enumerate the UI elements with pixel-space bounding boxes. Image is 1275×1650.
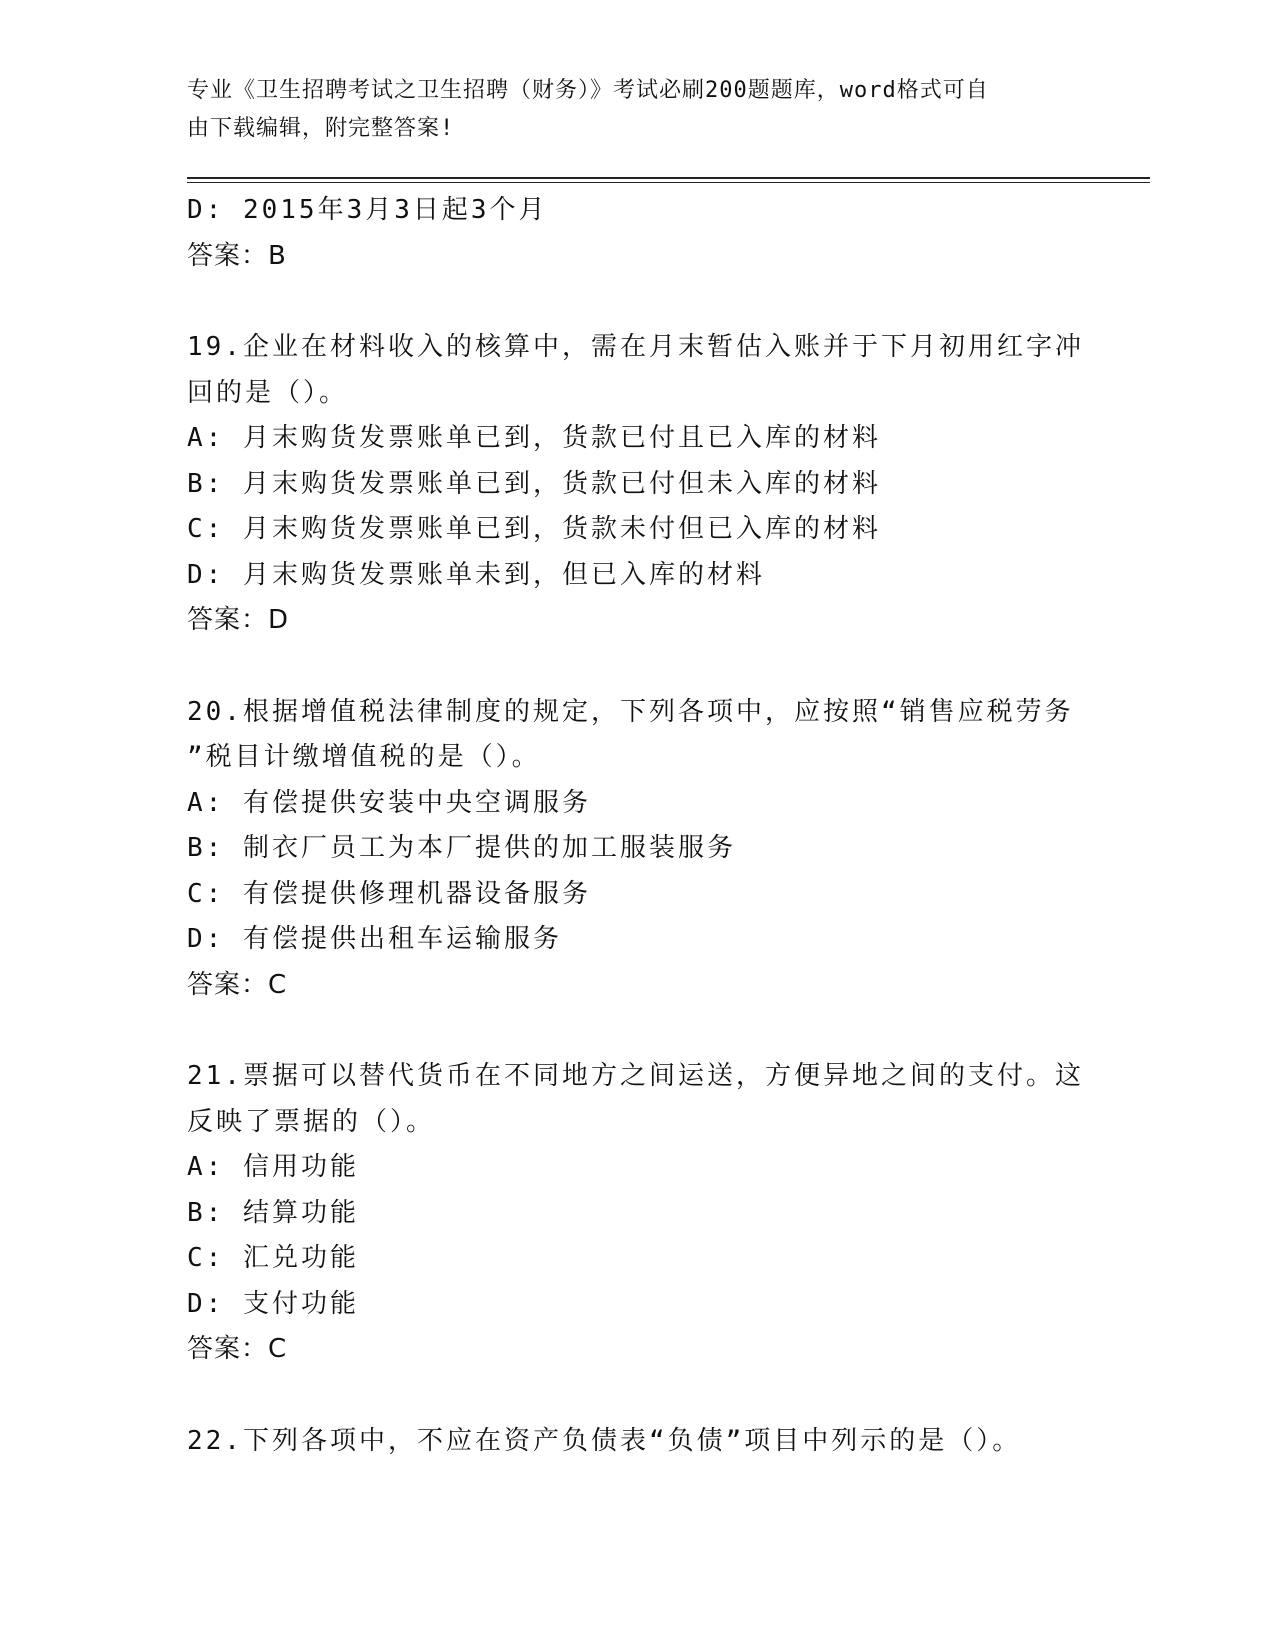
option-c: C: 汇兑功能 bbox=[187, 1243, 359, 1273]
option-a: A: 有偿提供安装中央空调服务 bbox=[187, 787, 591, 818]
answer-line: 答案：B bbox=[187, 240, 287, 271]
option-b: B: 制衣厂员工为本厂提供的加工服装服务 bbox=[187, 833, 736, 863]
question-stem: 19.企业在材料收入的核算中，需在月末暂估入账并于下月初用红字冲 bbox=[187, 332, 1084, 362]
question-21 bbox=[187, 1054, 1087, 1373]
question-19 bbox=[187, 325, 1087, 644]
question-20 bbox=[187, 690, 1087, 1009]
question-22 bbox=[187, 1419, 1087, 1465]
document-header bbox=[187, 72, 1067, 148]
option-d: D: 月末购货发票账单未到，但已入库的材料 bbox=[187, 559, 765, 590]
option-d: D: 支付功能 bbox=[187, 1288, 359, 1319]
answer-line: 答案：D bbox=[187, 605, 290, 635]
answer-line: 答案：C bbox=[187, 1334, 288, 1364]
option-a: A: 月末购货发票账单已到，货款已付且已入库的材料 bbox=[187, 423, 881, 453]
header-line-1: 专业《卫生招聘考试之卫生招聘（财务）》考试必刷200题题库，word格式可自 bbox=[187, 78, 989, 103]
option-b: B: 结算功能 bbox=[187, 1197, 359, 1228]
question-stem: 22.下列各项中，不应在资产负债表“负债”项目中列示的是（）。 bbox=[187, 1425, 1022, 1456]
option-d: D: 2015年3月3日起3个月 bbox=[187, 195, 548, 225]
option-a: A: 信用功能 bbox=[187, 1152, 359, 1182]
option-d: D: 有偿提供出租车运输服务 bbox=[187, 924, 562, 954]
header-divider-thin bbox=[187, 182, 1150, 183]
question-stem: 21.票据可以替代货币在不同地方之间运送，方便异地之间的支付。这 bbox=[187, 1061, 1084, 1091]
document-body bbox=[187, 188, 1087, 1464]
question-stem-continued: ”税目计缴增值税的是（）。 bbox=[187, 742, 541, 772]
spacer bbox=[187, 1008, 1087, 1054]
question-18-tail bbox=[187, 188, 1087, 279]
question-stem-continued: 反映了票据的（）。 bbox=[187, 1106, 436, 1137]
option-c: C: 有偿提供修理机器设备服务 bbox=[187, 878, 591, 909]
question-stem: 20.根据增值税法律制度的规定，下列各项中，应按照“销售应税劳务 bbox=[187, 696, 1074, 727]
answer-line: 答案：C bbox=[187, 969, 288, 1000]
spacer bbox=[187, 1373, 1087, 1419]
question-stem-continued: 回的是（）。 bbox=[187, 377, 349, 408]
header-line-2: 由下载编辑，附完整答案! bbox=[187, 116, 455, 141]
header-divider bbox=[187, 177, 1150, 179]
spacer bbox=[187, 644, 1087, 690]
option-c: C: 月末购货发票账单已到，货款未付但已入库的材料 bbox=[187, 514, 881, 544]
spacer bbox=[187, 279, 1087, 325]
option-b: B: 月末购货发票账单已到，货款已付但未入库的材料 bbox=[187, 468, 881, 499]
